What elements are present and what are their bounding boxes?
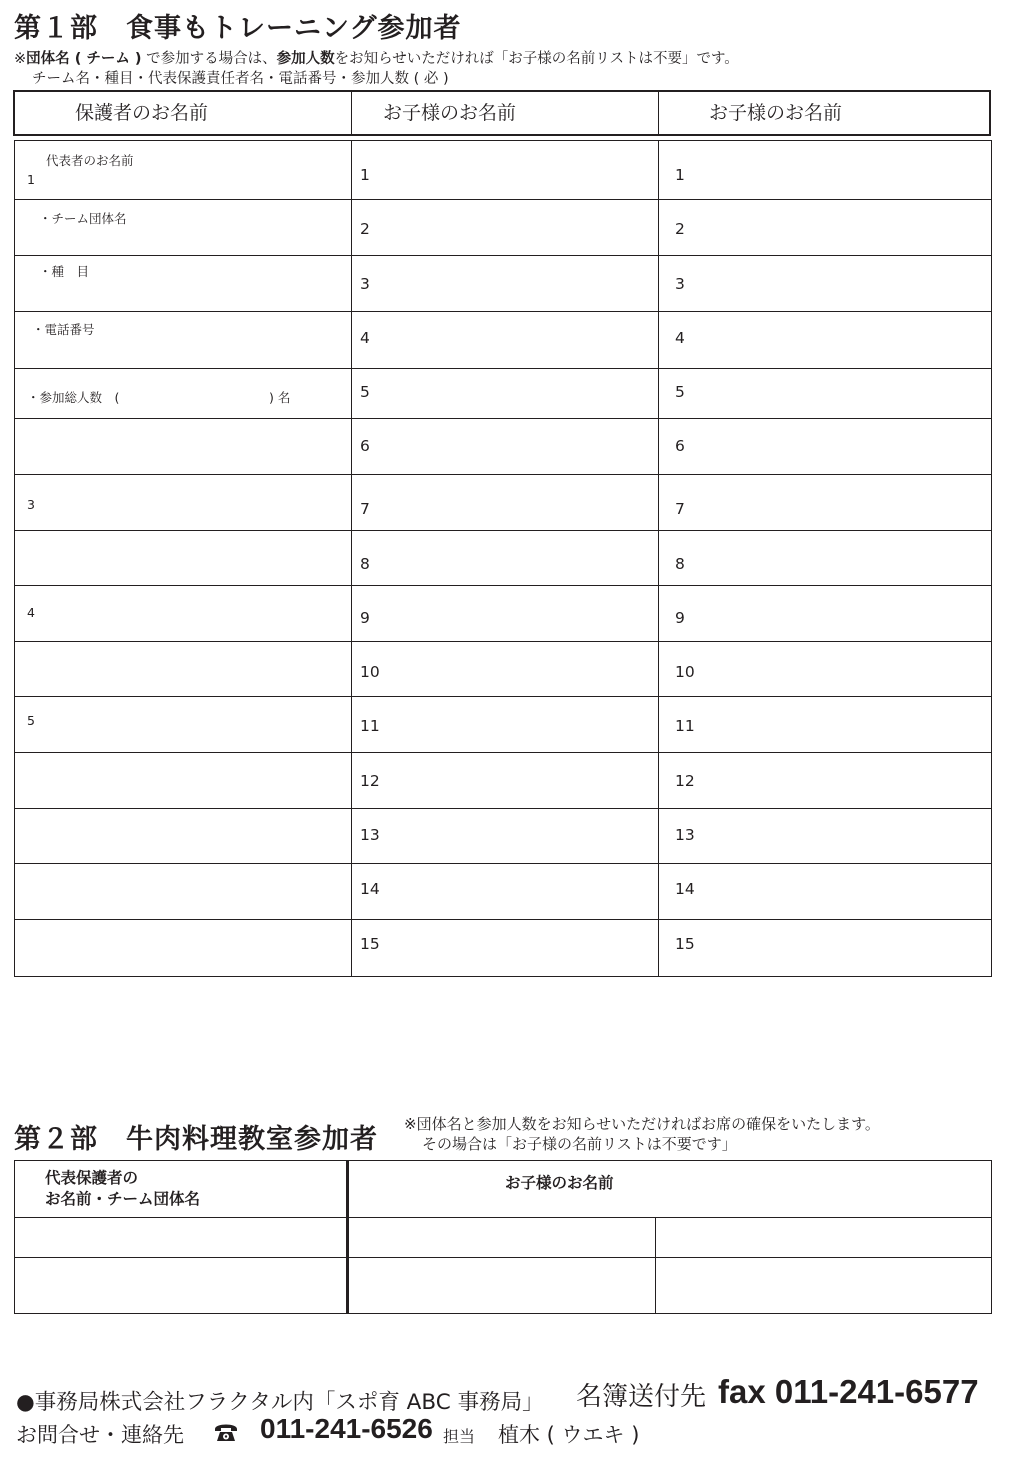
child-row-number: 14 <box>360 880 380 898</box>
header-children-names: お子様のお名前 <box>505 1174 614 1192</box>
row-divider <box>15 368 991 369</box>
child-row-number: 6 <box>675 437 685 455</box>
child-row-number: 7 <box>360 500 370 518</box>
child-row-number: 10 <box>360 663 380 681</box>
column-divider <box>346 1161 349 1313</box>
row-divider <box>15 1217 991 1218</box>
section2-note-1: ※団体名と参加人数をお知らせいただければお席の確保をいたします。 <box>404 1115 880 1133</box>
row-divider <box>15 530 991 531</box>
row-divider <box>15 919 991 920</box>
child-row-number: 9 <box>360 609 370 627</box>
send-label: 名簿送付先 <box>576 1382 707 1412</box>
person-in-charge-name: 植木 ( ウエキ ) <box>498 1423 640 1447</box>
parent-row-number: 4 <box>27 605 35 620</box>
child-row-number: 14 <box>675 880 695 898</box>
phone-label: ・電話番号 <box>32 322 95 337</box>
child-row-number: 5 <box>675 383 685 401</box>
section1-entry-grid <box>14 140 992 977</box>
child-row-number: 2 <box>360 220 370 238</box>
child-row-number: 7 <box>675 500 685 518</box>
total-participants-suffix: ) 名 <box>269 390 291 405</box>
event-label: ・種 目 <box>39 264 90 279</box>
child-row-number: 15 <box>360 935 380 953</box>
office-info: ●事務局株式会社フラクタル内「スポ育 ABC 事務局」 <box>16 1390 544 1415</box>
child-row-number: 12 <box>360 772 380 790</box>
header-divider <box>658 92 659 134</box>
column-divider <box>655 1217 656 1313</box>
row-divider <box>15 255 991 256</box>
note-bold-team: 団体名 ( チーム ) <box>26 51 142 67</box>
row-divider <box>15 641 991 642</box>
row-divider <box>15 863 991 864</box>
team-name-label: ・チーム団体名 <box>39 211 127 226</box>
child-row-number: 2 <box>675 220 685 238</box>
column-divider <box>658 141 659 976</box>
section1-note-line2: チーム名・種目・代表保護責任者名・電話番号・参加人数 ( 必 ) <box>32 71 449 87</box>
rep-name-label: 代表者のお名前 <box>46 153 134 168</box>
parent-row-number: 1 <box>27 172 35 187</box>
child-row-number: 13 <box>360 826 380 844</box>
section1-note <box>14 47 739 68</box>
telephone-icon <box>214 1421 238 1443</box>
person-in-charge-label: 担当 <box>443 1427 476 1446</box>
header-child-name-2: お子様のお名前 <box>709 102 843 124</box>
row-divider <box>15 585 991 586</box>
header-parent-name: 保護者のお名前 <box>75 102 209 124</box>
child-row-number: 11 <box>675 717 695 735</box>
row-divider <box>15 696 991 697</box>
row-divider <box>15 1257 991 1258</box>
child-row-number: 1 <box>360 166 370 184</box>
child-row-number: 11 <box>360 717 380 735</box>
child-row-number: 4 <box>360 329 370 347</box>
contact-label: お問合せ・連絡先 <box>16 1423 184 1447</box>
header-child-name-1: お子様のお名前 <box>383 102 517 124</box>
note-mark: ※ <box>14 51 27 67</box>
column-divider <box>351 141 352 976</box>
fax-number: fax 011-241-6577 <box>718 1373 979 1410</box>
row-divider <box>15 752 991 753</box>
row-divider <box>15 418 991 419</box>
child-row-number: 15 <box>675 935 695 953</box>
note-text-2: をお知らせいただければ「お子様の名前リストは不要」です。 <box>334 51 739 67</box>
child-row-number: 8 <box>675 555 685 573</box>
child-row-number: 6 <box>360 437 370 455</box>
total-participants-label: ・参加総人数 ( <box>27 390 120 405</box>
note-bold-count: 参加人数 <box>276 51 335 67</box>
section2-title: 第２部 牛肉料理教室参加者 <box>14 1124 378 1155</box>
section2-note-2: その場合は「お子様の名前リストは不要です」 <box>422 1135 737 1153</box>
section2-table <box>14 1160 992 1314</box>
note-text-1: で参加する場合は、 <box>141 51 277 67</box>
section1-header-row <box>13 90 991 136</box>
child-row-number: 12 <box>675 772 695 790</box>
child-row-number: 13 <box>675 826 695 844</box>
child-row-number: 8 <box>360 555 370 573</box>
parent-row-number: 5 <box>27 713 35 728</box>
row-divider <box>15 311 991 312</box>
child-row-number: 3 <box>360 275 370 293</box>
child-row-number: 1 <box>675 166 685 184</box>
header-divider <box>351 92 352 134</box>
parent-row-number: 3 <box>27 497 35 512</box>
header-rep-parent-line1: 代表保護者の <box>45 1169 139 1187</box>
child-row-number: 5 <box>360 383 370 401</box>
child-row-number: 4 <box>675 329 685 347</box>
child-row-number: 10 <box>675 663 695 681</box>
child-row-number: 3 <box>675 275 685 293</box>
row-divider <box>15 199 991 200</box>
child-row-number: 9 <box>675 609 685 627</box>
header-rep-parent-line2: お名前・チーム団体名 <box>45 1190 201 1208</box>
row-divider <box>15 474 991 475</box>
section1-title: 第１部 食事もトレーニング参加者 <box>14 13 462 44</box>
row-divider <box>15 808 991 809</box>
phone-number: 011-241-6526 <box>260 1413 433 1444</box>
